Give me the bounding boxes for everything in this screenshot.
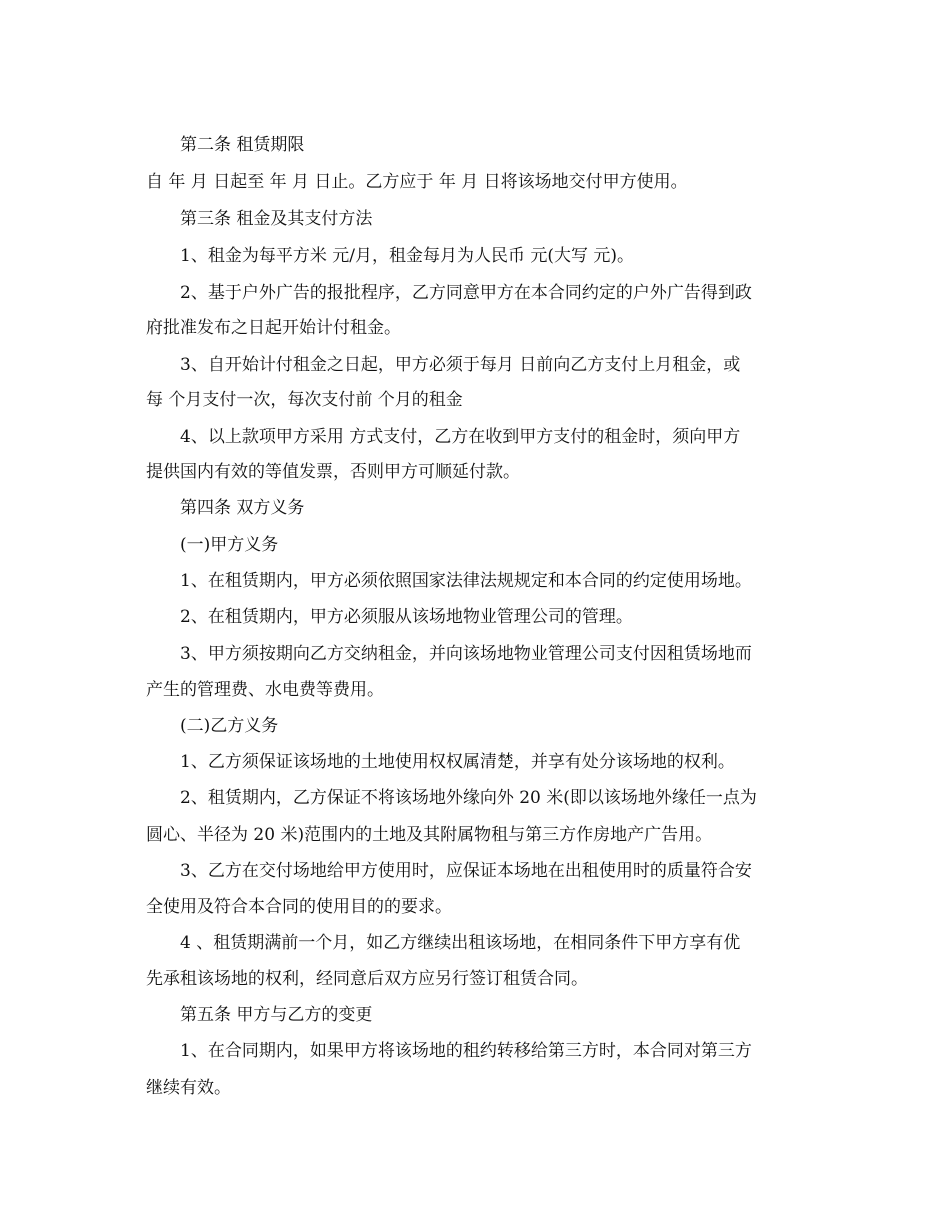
body-line: 自 年 月 日起至 年 月 日止。乙方应于 年 月 日将该场地交付甲方使用。 — [146, 172, 688, 192]
body-line: 全使用及符合本合同的使用目的的要求。 — [146, 897, 452, 917]
body-line: 2、在租赁期内，甲方必须服从该场地物业管理公司的管理。 — [180, 607, 633, 627]
body-line: 每 个月支付一次，每次支付前 个月的租金 — [146, 390, 463, 410]
body-line: 府批准发布之日起开始计付租金。 — [146, 318, 401, 338]
body-line: 1、租金为每平方米 元/月，租金每月为人民币 元(大写 元)。 — [180, 246, 635, 266]
section-heading: (二)乙方义务 — [180, 716, 279, 736]
body-line: 继续有效。 — [146, 1078, 231, 1098]
body-line: 1、在租赁期内，甲方必须依照国家法律法规规定和本合同的约定使用场地。 — [180, 571, 752, 591]
body-line: 提供国内有效的等值发票，否则甲方可顺延付款。 — [146, 462, 520, 482]
body-line: 4 、租赁期满前一个月，如乙方继续出租该场地，在相同条件下甲方享有优 — [180, 933, 741, 953]
article-4-heading: 第四条 双方义务 — [180, 498, 305, 518]
body-line: 3、甲方须按期向乙方交纳租金，并向该场地物业管理公司支付因租赁场地而 — [180, 644, 752, 664]
article-3-heading: 第三条 租金及其支付方法 — [180, 209, 373, 229]
body-line: 2、基于户外广告的报批程序，乙方同意甲方在本合同约定的户外广告得到政 — [180, 283, 752, 303]
body-line: 2、租赁期内，乙方保证不将该场地外缘向外 20 米(即以该场地外缘任一点为 — [180, 788, 757, 808]
body-line: 3、自开始计付租金之日起，甲方必须于每月 日前向乙方支付上月租金，或 — [180, 355, 741, 375]
body-line: 产生的管理费、水电费等费用。 — [146, 680, 384, 700]
body-line: 圆心、半径为 20 米)范围内的土地及其附属物租与第三方作房地产广告用。 — [146, 825, 713, 845]
body-line: 1、在合同期内，如果甲方将该场地的租约转移给第三方时，本合同对第三方 — [180, 1041, 752, 1061]
article-5-heading: 第五条 甲方与乙方的变更 — [180, 1005, 373, 1025]
section-heading: (一)甲方义务 — [180, 535, 279, 555]
body-line: 先承租该场地的权利，经同意后双方应另行签订租赁合同。 — [146, 969, 588, 989]
body-line: 1、乙方须保证该场地的土地使用权权属清楚，并享有处分该场地的权利。 — [180, 752, 735, 772]
article-2-heading: 第二条 租赁期限 — [180, 135, 305, 155]
body-line: 4、以上款项甲方采用 方式支付，乙方在收到甲方支付的租金时，须向甲方 — [180, 427, 741, 447]
body-line: 3、乙方在交付场地给甲方使用时，应保证本场地在出租使用时的质量符合安 — [180, 861, 752, 881]
